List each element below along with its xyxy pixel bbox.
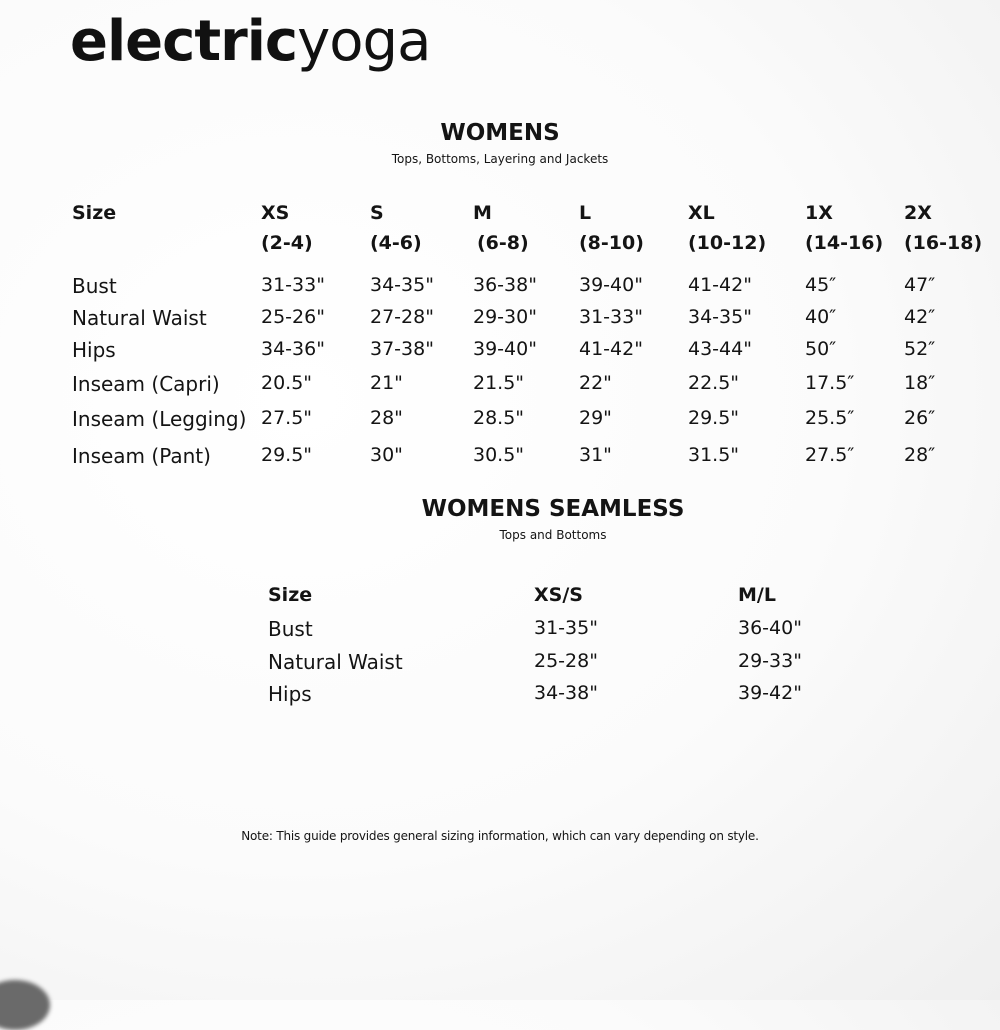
womens-size-name: S xyxy=(370,202,384,224)
womens-size-range: (6-8) xyxy=(477,232,529,254)
seamless-size-header: Size xyxy=(268,584,313,606)
womens-size-range: (16-18) xyxy=(904,232,983,254)
womens-cell: 34-36" xyxy=(261,338,325,360)
womens-cell: 27-28" xyxy=(370,306,434,328)
womens-size-name: L xyxy=(579,202,592,224)
womens-cell: 18″ xyxy=(904,372,936,394)
womens-cell: 30.5" xyxy=(473,444,525,466)
womens-size-name: 2X xyxy=(904,202,932,224)
womens-cell: 28.5" xyxy=(473,407,525,429)
womens-cell: 29-30" xyxy=(473,306,537,328)
womens-cell: 27.5″ xyxy=(805,444,855,466)
womens-size-header: Size xyxy=(72,202,117,224)
womens-cell: 31" xyxy=(579,444,612,466)
womens-cell: 31-33" xyxy=(579,306,643,328)
womens-cell: 26″ xyxy=(904,407,936,429)
womens-cell: 22.5" xyxy=(688,372,740,394)
womens-title: WOMENS xyxy=(440,120,560,146)
womens-cell: 20.5" xyxy=(261,372,313,394)
womens-cell: 50″ xyxy=(805,338,837,360)
womens-cell: 29.5" xyxy=(261,444,313,466)
seamless-cell: 34-38" xyxy=(534,682,598,704)
womens-size-name: 1X xyxy=(805,202,833,224)
womens-row-label: Inseam (Capri) xyxy=(72,372,220,396)
womens-cell: 41-42" xyxy=(579,338,643,360)
womens-row-label: Hips xyxy=(72,338,116,362)
womens-size-range: (4-6) xyxy=(370,232,422,254)
seamless-cell: 31-35" xyxy=(534,617,598,639)
womens-size-name: XS xyxy=(261,202,290,224)
womens-cell: 43-44" xyxy=(688,338,752,360)
seamless-cell: 39-42" xyxy=(738,682,802,704)
womens-size-range: (10-12) xyxy=(688,232,767,254)
womens-subtitle: Tops, Bottoms, Layering and Jackets xyxy=(391,152,609,166)
womens-cell: 17.5″ xyxy=(805,372,855,394)
womens-cell: 21" xyxy=(370,372,403,394)
womens-cell: 40″ xyxy=(805,306,837,328)
seamless-cell: 29-33" xyxy=(738,650,802,672)
womens-cell: 29" xyxy=(579,407,612,429)
womens-row-label: Bust xyxy=(72,274,117,298)
seamless-size-name: XS/S xyxy=(534,584,583,606)
seamless-row-label: Bust xyxy=(268,617,313,641)
womens-row-label: Inseam (Pant) xyxy=(72,444,211,468)
womens-cell: 21.5" xyxy=(473,372,525,394)
womens-row-label: Inseam (Legging) xyxy=(72,407,247,431)
seamless-title: WOMENS SEAMLESS xyxy=(421,496,685,522)
womens-cell: 42″ xyxy=(904,306,936,328)
brand-logo-part1: electric xyxy=(70,9,298,74)
womens-size-name: XL xyxy=(688,202,715,224)
womens-cell: 30" xyxy=(370,444,403,466)
womens-size-range: (2-4) xyxy=(261,232,313,254)
seamless-row-label: Natural Waist xyxy=(268,650,403,674)
womens-cell: 31.5" xyxy=(688,444,740,466)
womens-cell: 37-38" xyxy=(370,338,434,360)
womens-cell: 29.5" xyxy=(688,407,740,429)
womens-size-range: (14-16) xyxy=(805,232,884,254)
seamless-cell: 36-40" xyxy=(738,617,802,639)
womens-cell: 52″ xyxy=(904,338,936,360)
womens-cell: 34-35" xyxy=(688,306,752,328)
womens-cell: 25.5″ xyxy=(805,407,855,429)
seamless-row-label: Hips xyxy=(268,682,312,706)
womens-size-range: (8-10) xyxy=(579,232,644,254)
womens-cell: 22" xyxy=(579,372,612,394)
womens-cell: 28" xyxy=(370,407,403,429)
womens-cell: 39-40" xyxy=(473,338,537,360)
womens-cell: 45″ xyxy=(805,274,837,296)
womens-row-label: Natural Waist xyxy=(72,306,207,330)
womens-cell: 47″ xyxy=(904,274,936,296)
sizing-note: Note: This guide provides general sizing information, which can vary depending on style. xyxy=(241,829,759,843)
seamless-cell: 25-28" xyxy=(534,650,598,672)
womens-cell: 27.5" xyxy=(261,407,313,429)
womens-cell: 39-40" xyxy=(579,274,643,296)
womens-cell: 25-26" xyxy=(261,306,325,328)
seamless-subtitle: Tops and Bottoms xyxy=(499,528,607,542)
womens-cell: 36-38" xyxy=(473,274,537,296)
corner-shadow xyxy=(0,980,50,1030)
womens-cell: 28″ xyxy=(904,444,936,466)
womens-cell: 34-35" xyxy=(370,274,434,296)
womens-size-name: M xyxy=(473,202,492,224)
seamless-size-name: M/L xyxy=(738,584,776,606)
womens-cell: 41-42" xyxy=(688,274,752,296)
brand-logo-part2: yoga xyxy=(297,9,431,74)
brand-logo xyxy=(70,9,431,74)
womens-cell: 31-33" xyxy=(261,274,325,296)
